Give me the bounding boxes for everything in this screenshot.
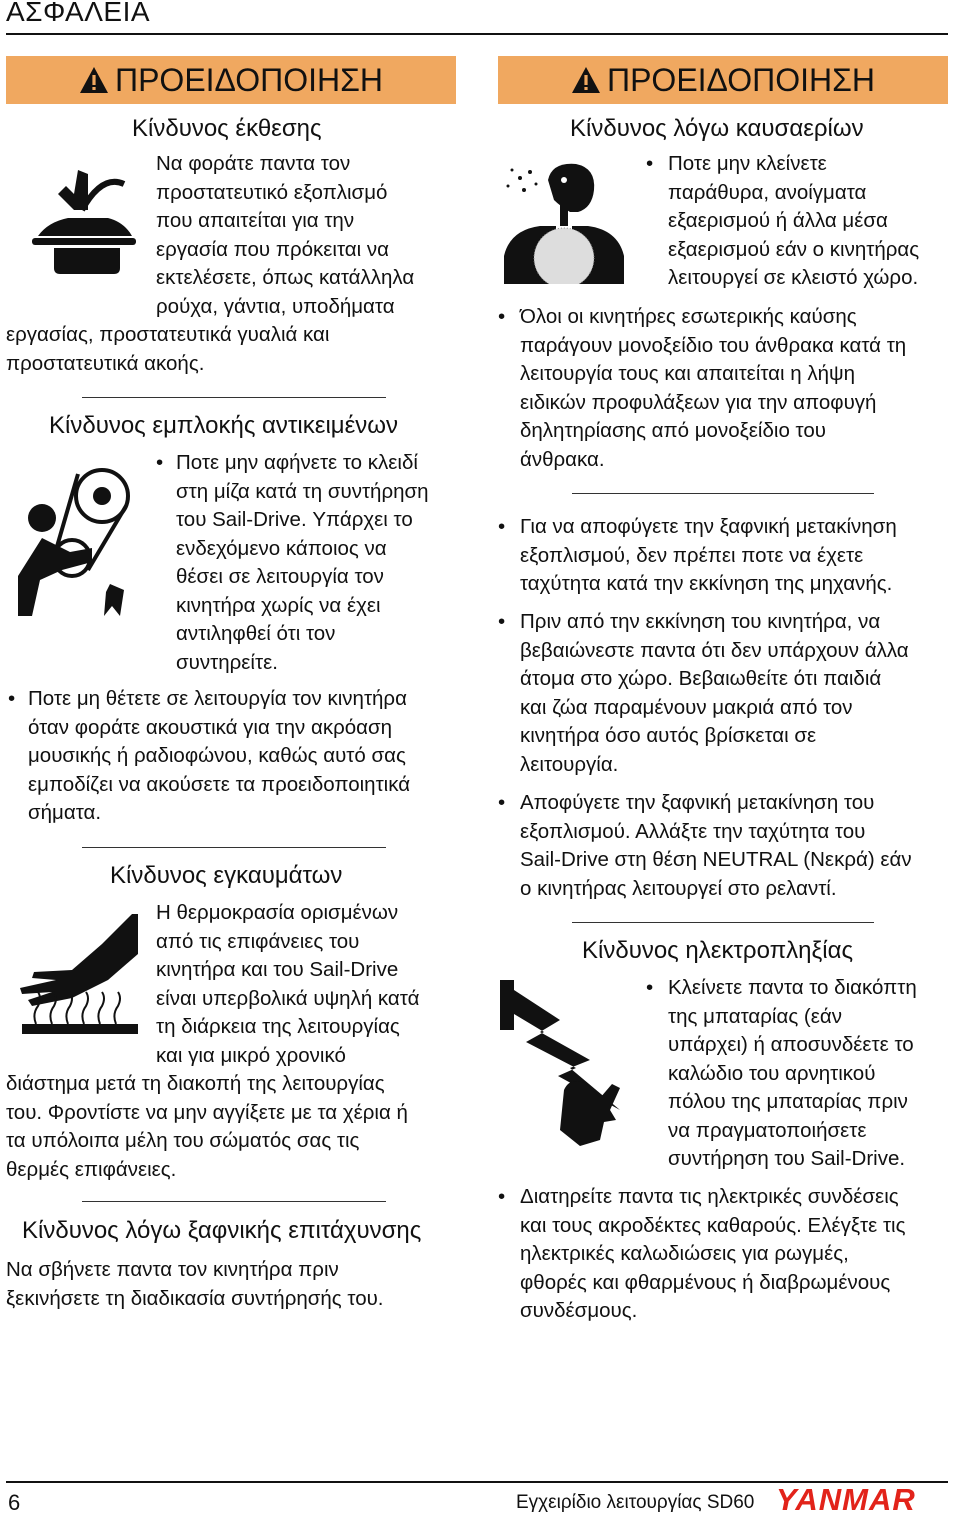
exposure-line: που απαιτείται για την (156, 209, 355, 232)
electric-shock-icon (500, 980, 628, 1146)
burn-line: θερμές επιφάνειες. (6, 1157, 177, 1181)
footer-divider (6, 1481, 948, 1483)
electric-bullet-2 (520, 1183, 905, 1326)
burn-title: Κίνδυνος εγκαυμάτων (110, 862, 343, 889)
exposure-line: Να φοράτε παντα τον (156, 152, 351, 175)
entanglement-title: Κίνδυνος εμπλοκής αντικειμένων (49, 412, 399, 439)
right-column (498, 56, 948, 1336)
motion-line: ταχύτητα κατά την εκκίνηση της μηχανής. (520, 572, 893, 595)
bullet-dot: • (156, 451, 164, 474)
exposure-line: εργασία που πρόκειται να (156, 237, 389, 261)
bullet-dot: • (646, 976, 654, 999)
bullet-dot: • (498, 515, 506, 538)
entanglement-line: μουσικής ή ραδιοφώνου, καθώς αυτό σας (28, 744, 406, 767)
motion-line: Sail-Drive στη θέση NEUTRAL (Νεκρά) εάν (520, 848, 912, 871)
warning-banner-label: ΠΡΟΕΙΔΟΠΟΙΗΣΗ (606, 61, 876, 98)
electric-line: υπάρχει) ή αποσυνδέετε το (668, 1033, 914, 1056)
section-divider (82, 1201, 386, 1202)
burn-line: διάστημα μετά τη διακοπή της λειτουργίας (6, 1072, 385, 1095)
motion-line: και ζώα παραμένουν μακριά από τον (520, 695, 853, 719)
entanglement-line: του Sail-Drive. Υπάρχει το (176, 508, 413, 531)
electric-line: να πραγματοποιήσετε (668, 1118, 867, 1142)
page-number: 6 (8, 1490, 21, 1515)
acceleration-title: Κίνδυνος λόγω ξαφνικής επιτάχυνσης (22, 1217, 422, 1244)
electric-line: της μπαταρίας (εάν (668, 1004, 842, 1028)
burn-line: είναι υπερβολικά υψηλή κατά (156, 986, 420, 1010)
motion-line: Πριν από την εκκίνηση του κινητήρα, να (520, 610, 881, 633)
manual-name: Εγχειρίδιο λειτουργίας SD60 (516, 1492, 755, 1513)
exposure-line: εκτελέσετε, όπως κατάλληλα (156, 266, 415, 289)
bullet-dot: • (646, 152, 654, 175)
exhaust-bullet-1 (668, 150, 919, 293)
entanglement-line: θέσει σε λειτουργία τον (176, 565, 384, 588)
burn-line: του. Φροντίστε να μην αγγίξετε με τα χέρια ή (6, 1100, 408, 1124)
electric-line: συντήρηση του Sail-Drive. (668, 1147, 906, 1170)
electric-line: Κλείνετε παντα το διακόπτη (668, 976, 917, 999)
page-title: ΑΣΦΑΛΕΙΑ (6, 0, 151, 27)
warning-triangle-icon (571, 66, 601, 94)
electric-line: και τους ακροδέκτες καθαρούς. Ελέγξτε τις (520, 1213, 906, 1237)
exposure-title: Κίνδυνος έκθεσης (132, 115, 322, 142)
entanglement-line: Ποτε μη θέτετε σε λειτουργία τον κινητήρα (28, 687, 407, 710)
hot-surface-icon (12, 914, 138, 1034)
left-column (6, 56, 456, 1336)
motion-line: άτομα στο χώρο. Βεβαιωθείτε ότι παιδιά (520, 667, 882, 690)
exposure-line: εργασίας, προστατευτικά γυαλιά και (6, 323, 330, 346)
burn-line: και για μικρό χρονικό (156, 1043, 346, 1067)
exhaust-line: άνθρακα. (520, 447, 605, 471)
acceleration-line: Να σβήνετε παντα τον κινητήρα πριν (6, 1258, 339, 1281)
brand-wordmark: YANMAR (776, 1484, 916, 1514)
burn-line: Η θερμοκρασία ορισμένων (156, 901, 399, 924)
motion-line: λειτουργία. (520, 752, 619, 776)
exhaust-line: λειτουργεί σε κλειστό χώρο. (668, 266, 919, 289)
electric-bullet-1 (668, 974, 917, 1174)
burn-line: κινητήρα και του Sail-Drive (156, 958, 399, 981)
exhaust-line: παράγουν μονοξείδιο του άνθρακα κατά τη (520, 333, 907, 357)
top-divider (6, 33, 948, 35)
electric-title: Κίνδυνος ηλεκτροπληξίας (582, 937, 854, 964)
bullet-dot: • (498, 791, 506, 814)
motion-line: εξοπλισμού, δεν πρέπει ποτε να έχετε (520, 543, 864, 567)
section-divider (82, 397, 386, 398)
exhaust-gas-icon (500, 160, 628, 284)
exposure-line: προστατευτικά ακοής. (6, 351, 205, 375)
electric-line: συνδέσμους. (520, 1299, 638, 1322)
entanglement-bullet-2 (28, 685, 410, 828)
entanglement-line: κινητήρα χωρίς να έχει (176, 593, 381, 617)
exhaust-line: Όλοι οι κινητήρες εσωτερικής καύσης (520, 305, 857, 328)
motion-bullet-3 (520, 789, 912, 903)
exposure-line: προστατευτικό εξοπλισμό (156, 180, 388, 204)
exhaust-line: ειδικών προφυλάξεων για την αποφυγή (520, 390, 877, 414)
section-divider (572, 922, 874, 923)
motion-line: Για να αποφύγετε την ξαφνική μετακίνηση (520, 515, 897, 538)
motion-bullet-2 (520, 608, 909, 779)
motion-line: βεβαιώνεστε παντα ότι δεν υπάρχουν άλλα (520, 638, 909, 662)
motion-bullet-1 (520, 513, 897, 599)
burn-text-block (156, 899, 419, 1070)
electric-line: καλώδιο του αρνητικού (668, 1061, 876, 1085)
entanglement-line: εμποδίζει να ακούσετε τα προειδοποιητικά (28, 772, 411, 796)
entanglement-line: συντηρείτε. (176, 650, 278, 674)
exhaust-line: εξαερισμού εάν ο κινητήρας (668, 237, 920, 261)
entanglement-line: στη μίζα κατά τη συντήρηση (176, 479, 429, 503)
entanglement-line: ενδεχόμενο κάποιος να (176, 536, 387, 560)
acceleration-text (6, 1256, 384, 1313)
warning-banner-right (498, 56, 948, 104)
exposure-text-block (156, 150, 414, 321)
exhaust-line: παράθυρα, ανοίγματα (668, 180, 867, 204)
exhaust-bullet-2 (520, 303, 906, 474)
section-divider (82, 847, 386, 848)
burn-line: τα υπόλοιπα μέλη του σώματός σας τις (6, 1129, 360, 1152)
warning-banner-label: ΠΡΟΕΙΔΟΠΟΙΗΣΗ (114, 61, 384, 98)
electric-line: φθορές και φθαρμένους ή διαβρωμένους (520, 1270, 891, 1294)
electric-line: πόλου της μπαταρίας πριν (668, 1090, 908, 1113)
exhaust-line: Ποτε μην κλείνετε (668, 152, 827, 175)
warning-banner-left (6, 56, 456, 104)
burn-line: τη διάρκεια της λειτουργίας (156, 1015, 400, 1038)
burn-line: από τις επιφάνειες του (156, 929, 360, 953)
exhaust-title: Κίνδυνος λόγω καυσαερίων (570, 115, 864, 142)
exhaust-line: εξαερισμού ή άλλα μέσα (668, 209, 888, 232)
bullet-dot: • (498, 1185, 506, 1208)
exposure-text-wide (6, 321, 329, 378)
warning-triangle-icon (79, 66, 109, 94)
entanglement-line: σήματα. (28, 801, 102, 824)
yanmar-logo (776, 1484, 950, 1514)
motion-line: κινητήρα όσο αυτός βρίσκεται σε (520, 724, 817, 747)
motion-line: Αποφύγετε την ξαφνική μετακίνηση του (520, 791, 875, 814)
section-divider (572, 493, 874, 494)
electric-line: Διατηρείτε παντα τις ηλεκτρικές συνδέσεις (520, 1185, 899, 1208)
motion-line: ο κινητήρας λειτουργεί στο ρελαντί. (520, 876, 837, 900)
protective-gear-icon (28, 164, 138, 276)
exhaust-line: λειτουργία τους και απαιτείται η λήψη (520, 362, 856, 385)
bullet-dot: • (8, 687, 16, 710)
acceleration-line: ξεκινήσετε τη διαδικασία συντήρησής του. (6, 1286, 384, 1310)
bullet-dot: • (498, 305, 506, 328)
exhaust-line: δηλητηρίασης από μονοξείδιο του (520, 419, 826, 442)
motion-line: εξοπλισμού. Αλλάξτε την ταχύτητα του (520, 819, 866, 843)
entanglement-line: Ποτε μην αφήνετε το κλειδί (176, 451, 418, 474)
entanglement-line: όταν φοράτε ακουστικά για την ακρόαση (28, 715, 393, 739)
electric-line: ηλεκτρικές καλωδιώσεις για ρωγμές, (520, 1242, 849, 1265)
entanglement-icon (12, 466, 142, 636)
burn-text-wide (6, 1070, 408, 1184)
exposure-line: ρούχα, γάντια, υποδήματα (156, 294, 395, 318)
entanglement-bullet-1 (176, 449, 429, 677)
entanglement-line: αντιληφθεί ότι τον (176, 622, 336, 645)
bullet-dot: • (498, 610, 506, 633)
